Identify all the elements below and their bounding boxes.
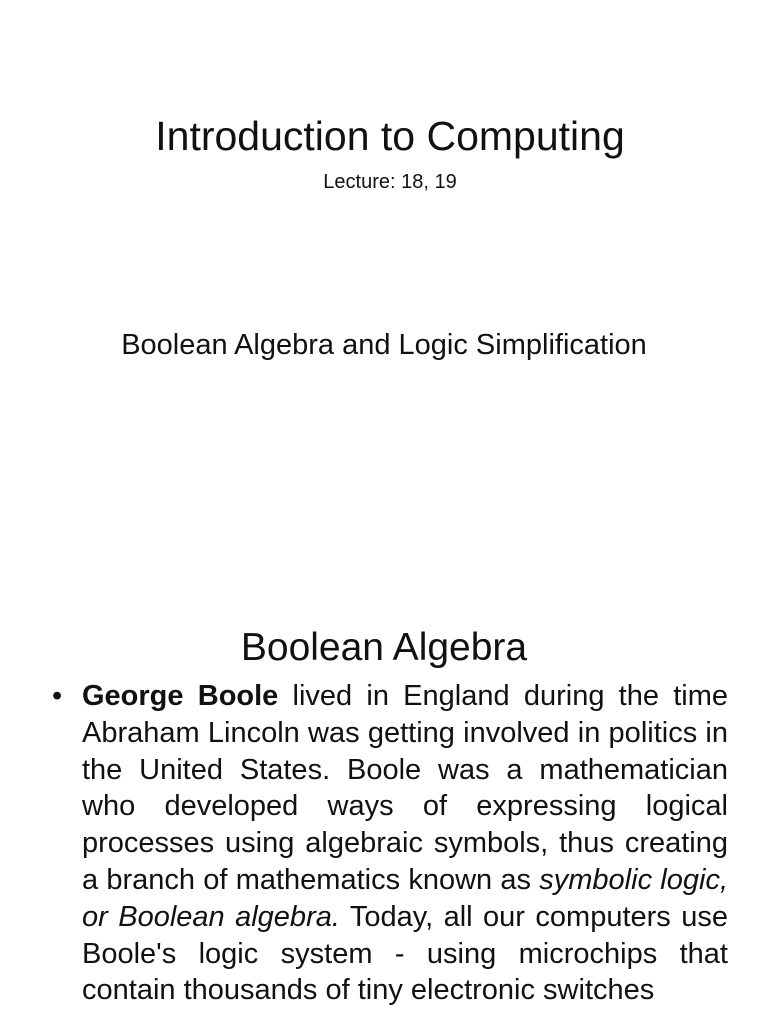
bullet-list: [52, 678, 728, 1009]
lecture-topic: Boolean Algebra and Logic Simplification: [121, 329, 647, 361]
content-slide: [0, 576, 768, 1024]
bullet-dot: •: [52, 680, 63, 712]
person-name: George Boole: [82, 680, 279, 712]
content-slide-title: Boolean Algebra: [240, 626, 528, 669]
bullet-text-part-1: lived in England during the time Abraham Lincoln was getting involved in politics in the United States. Boole was a mathematician who developed ways of expressing logical processes using algebraic symbols, thus creating a branch of mathematics known as: [82, 680, 728, 896]
lecture-number: Lecture: 18, 19: [323, 171, 457, 193]
bullet-text-part-2: Today, all our computers use Boole's logic system - using microchips that contain thousands of tiny electronic switches: [82, 900, 728, 1007]
slide-title: Introduction to Computing: [155, 113, 625, 159]
bullet-item: [52, 678, 728, 1009]
term-emphasis: symbolic logic, or Boolean algebra.: [82, 863, 729, 933]
